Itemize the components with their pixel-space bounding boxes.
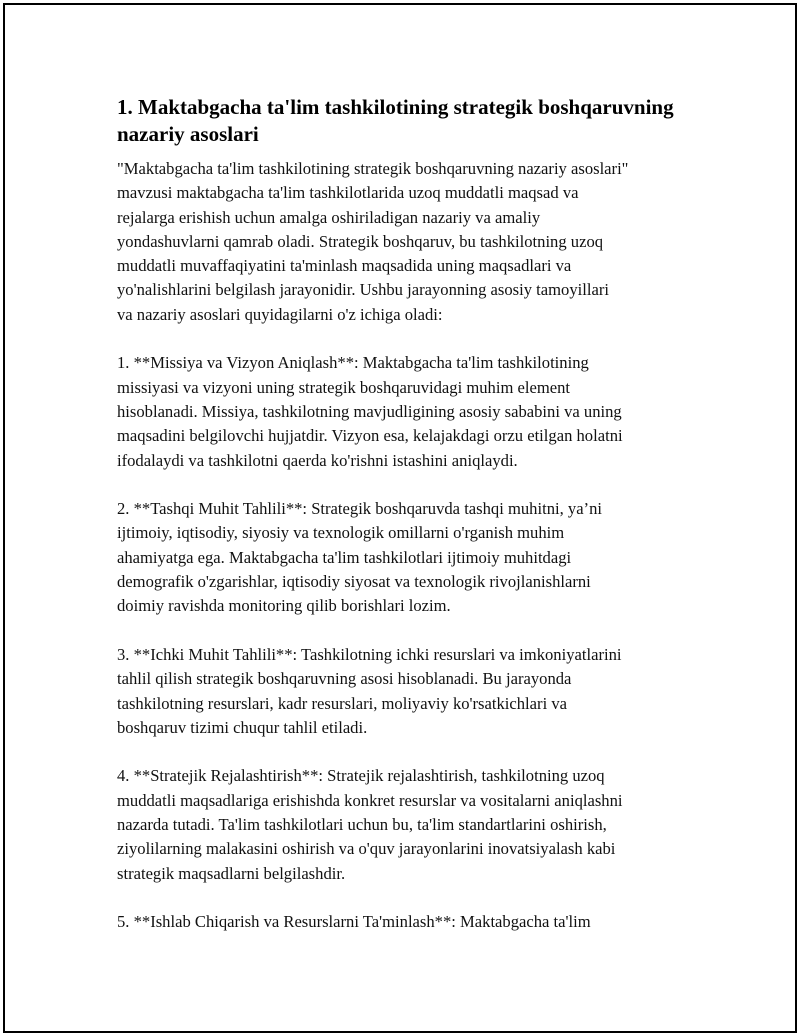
section-title: 1. Maktabgacha ta'lim tashkilotining strategik boshqaruvning nazariy asoslari <box>117 95 674 146</box>
document-body <box>117 94 695 959</box>
list-item-ichki-muhit: 3. **Ichki Muhit Tahlili**: Tashkilotning ichki resurslari va imkoniyatlarini tahlil qilish strategik boshqaruvning asosi hisoblanadi. Bu jarayonda tashkilotning resurslari, kadr resurslari, moliyaviy ko'rsatkichlari va boshqaruv tizimi chuqur tahlil etiladi. <box>117 644 622 737</box>
intro-paragraph: "Maktabgacha ta'lim tashkilotining strategik boshqaruvning nazariy asoslari" mavzusi maktabgacha ta'lim tashkilotlarida uzoq muddatli maqsad va rejalarga erishish uchun amalga oshiriladigan nazariy va amaliy yondashuvlarni qamrab oladi. Strategik boshqaruv, bu tashkilotning uzoq muddatli muvaffaqiyatini ta'minlash maqsadida uning maqsadlari va yo'nalishlarini belgilash jarayonidir. Ushbu jarayonning asosiy tamoyillari va nazariy asoslari quyidagilarni o'z ichiga oladi: <box>117 159 629 324</box>
list-item-rejalashtirish: 4. **Stratejik Rejalashtirish**: Stratejik rejalashtirish, tashkilotning uzoq muddatli maqsadlariga erishishda konkret resurslar va vositalarni aniqlashni nazarda tutadi. Ta'lim tashkilotlari uchun bu, ta'lim standartlarini oshirish, ziyolilarning malakasini oshirish va o'quv jarayonlarini inovatsiyalash kabi strategik maqsadlarni belgilashdir. <box>117 766 623 883</box>
list-item-resurslar: 5. **Ishlab Chiqarish va Resurslarni Ta'minlash**: Maktabgacha ta'lim <box>117 912 591 932</box>
list-item-missiya: 1. **Missiya va Vizyon Aniqlash**: Maktabgacha ta'lim tashkilotining missiyasi va vizyoni uning strategik boshqaruvidagi muhim element hisoblanadi. Missiya, tashkilotning mavjudligining asosiy sababini va uning maqsadini belgilovchi hujjatdir. Vizyon esa, kelajakdagi orzu etilgan holatni ifodalaydi va tashkilotni qaerda ko'rishni istashini aniqlaydi. <box>117 353 623 470</box>
list-item-tashqi-muhit: 2. **Tashqi Muhit Tahlili**: Strategik boshqaruvda tashqi muhitni, ya’ni ijtimoiy, iqtisodiy, siyosiy va texnologik omillarni o'rganish muhim ahamiyatga ega. Maktabgacha ta'lim tashkilotlari ijtimoiy muhitdagi demografik o'zgarishlar, iqtisodiy siyosat va texnologik rivojlanishlarni doimiy ravishda monitoring qilib borishlari lozim. <box>117 499 602 616</box>
